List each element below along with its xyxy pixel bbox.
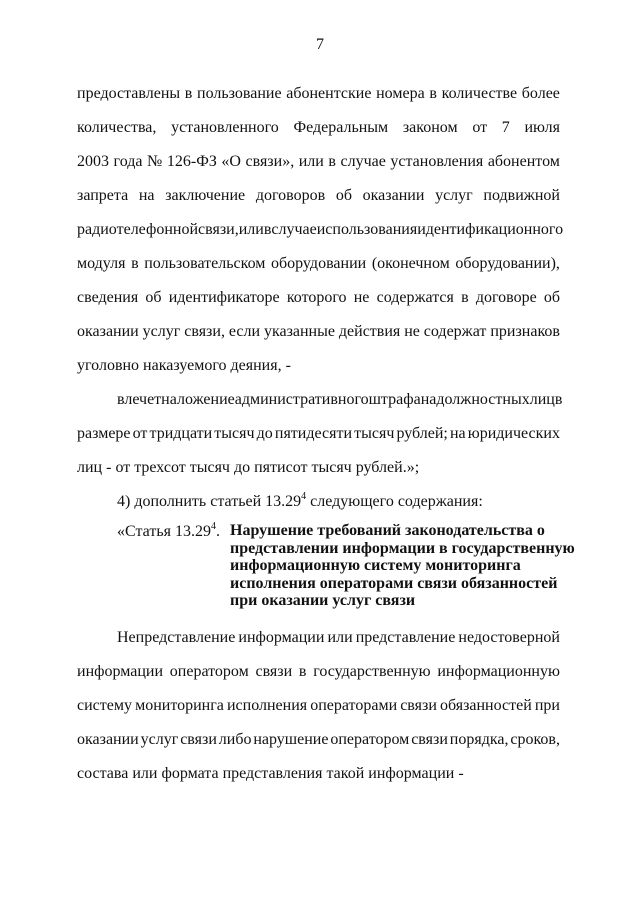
word: оказании bbox=[77, 731, 139, 748]
word: представление bbox=[355, 629, 456, 646]
article-label-text: «Статья 13.29 bbox=[117, 523, 211, 540]
word: от bbox=[472, 119, 488, 136]
word: исполнения bbox=[226, 697, 308, 714]
word: информации bbox=[238, 629, 325, 646]
paragraph1-line-3 bbox=[77, 152, 560, 172]
word: подвижной bbox=[483, 187, 560, 204]
paragraph4-line-2 bbox=[77, 662, 560, 682]
article-label-superscript: 4 bbox=[210, 521, 216, 532]
word: пользование bbox=[197, 85, 282, 102]
word: в bbox=[429, 85, 437, 102]
article-title-line-4: исполнения операторами связи обязанностей bbox=[230, 574, 558, 592]
word: договоров bbox=[255, 187, 326, 204]
word: количестве bbox=[441, 85, 518, 102]
word: признаков bbox=[490, 323, 560, 340]
word: идентификационного bbox=[417, 221, 564, 238]
word: обязанностей bbox=[439, 697, 532, 714]
word: в bbox=[263, 221, 272, 238]
word: № bbox=[147, 153, 163, 170]
word: установленного bbox=[171, 119, 279, 136]
word: не bbox=[353, 289, 370, 306]
word: законом bbox=[402, 119, 458, 136]
article-title-line-3: информационную систему мониторинга bbox=[230, 557, 521, 574]
word: в bbox=[298, 663, 307, 680]
word: на bbox=[449, 425, 466, 442]
word: связи, bbox=[198, 221, 239, 238]
paragraph3-line bbox=[117, 492, 560, 512]
word: размере bbox=[77, 425, 131, 442]
paragraph3-text-after: следующего содержания: bbox=[306, 493, 483, 510]
word: связи bbox=[255, 663, 293, 680]
word: абонентские bbox=[286, 85, 372, 102]
word: информации bbox=[77, 663, 164, 680]
word: количества, bbox=[77, 119, 157, 136]
paragraph4-last-line: состава или формата представления такой информации - bbox=[77, 765, 464, 782]
word: 126-ФЗ bbox=[166, 153, 217, 170]
word: должностных bbox=[436, 391, 530, 408]
word: юридических bbox=[467, 425, 560, 442]
word: абонентом bbox=[487, 153, 560, 170]
word: тысяч bbox=[354, 425, 395, 442]
paragraph1-line-8 bbox=[77, 322, 560, 342]
word: до bbox=[256, 425, 273, 442]
word: договоре bbox=[475, 289, 537, 306]
word: лиц bbox=[529, 391, 555, 408]
word: содержат bbox=[423, 323, 487, 340]
word: государственную bbox=[313, 663, 431, 680]
paragraph2-line-2 bbox=[77, 424, 560, 444]
word: оборудовании), bbox=[455, 255, 560, 272]
word: радиотелефонной bbox=[77, 221, 199, 238]
paragraph1-line-1 bbox=[77, 84, 560, 104]
word: заключение bbox=[165, 187, 246, 204]
word: использования bbox=[316, 221, 418, 238]
word: номера bbox=[376, 85, 425, 102]
paragraph1-line-2 bbox=[77, 118, 560, 138]
paragraph4-line-1 bbox=[117, 628, 560, 648]
word: услуг bbox=[140, 731, 179, 748]
word: недостоверной bbox=[458, 629, 560, 646]
word: наложение bbox=[161, 391, 235, 408]
word: влечет bbox=[117, 391, 162, 408]
word: связи, bbox=[184, 323, 225, 340]
paragraph4-line-4 bbox=[77, 730, 560, 750]
word: оборудовании bbox=[271, 255, 367, 272]
article-title-line-1: Нарушение требований законодательства о bbox=[230, 522, 545, 539]
word: или bbox=[298, 153, 324, 170]
word: оказании bbox=[77, 323, 139, 340]
word: об bbox=[335, 187, 352, 204]
page-number: 7 bbox=[316, 36, 324, 53]
word: в bbox=[461, 289, 469, 306]
article-title-line-5: при оказании услуг связи bbox=[230, 592, 416, 609]
word: либо bbox=[218, 731, 252, 748]
word: (оконечном bbox=[371, 255, 450, 272]
article-title-line-2: представлении информации в государственную bbox=[230, 539, 575, 557]
word: оператором bbox=[330, 731, 410, 748]
paragraph1-last-line: уголовно наказуемого деяния, - bbox=[77, 357, 291, 374]
word: пользовательском bbox=[144, 255, 266, 272]
word: от bbox=[132, 425, 148, 442]
paragraph1-line-4 bbox=[77, 186, 560, 206]
word: более bbox=[521, 85, 560, 102]
article-label bbox=[117, 522, 220, 542]
word: нарушение bbox=[253, 731, 329, 748]
paragraph1-line-7 bbox=[77, 288, 560, 308]
word: оказании bbox=[362, 187, 425, 204]
word: на bbox=[420, 391, 437, 408]
word: информационную bbox=[437, 663, 560, 680]
word: случае bbox=[340, 153, 386, 170]
word: июля bbox=[524, 119, 560, 136]
word: сроков, bbox=[510, 731, 560, 748]
word: связи bbox=[400, 697, 437, 714]
word: систему bbox=[77, 697, 132, 714]
word: услуг bbox=[142, 323, 181, 340]
word: операторами bbox=[310, 697, 398, 714]
article-title bbox=[230, 522, 575, 610]
word: модуля bbox=[77, 255, 126, 272]
word: Федеральным bbox=[293, 119, 389, 136]
paragraph1-line-5 bbox=[77, 220, 564, 240]
word: запрета bbox=[77, 187, 129, 204]
word: тысяч bbox=[214, 425, 255, 442]
word: указанные bbox=[263, 323, 335, 340]
word: не bbox=[404, 323, 420, 340]
word: в bbox=[554, 391, 563, 408]
word: или bbox=[327, 629, 353, 646]
word: сведения bbox=[77, 289, 139, 306]
word: в bbox=[328, 153, 336, 170]
word: административного bbox=[234, 391, 369, 408]
word: установления bbox=[390, 153, 484, 170]
word: оператором bbox=[169, 663, 249, 680]
word: случае bbox=[271, 221, 317, 238]
word: года bbox=[113, 153, 143, 170]
word: идентификаторе bbox=[168, 289, 280, 306]
word: мониторинга bbox=[135, 697, 224, 714]
word: 2003 bbox=[77, 153, 109, 170]
word: связи», bbox=[245, 153, 295, 170]
word: Непредставление bbox=[117, 629, 236, 646]
word: пятидесяти bbox=[274, 425, 353, 442]
paragraph2-last-line: лиц - от трехсот тысяч до пятисот тысяч рублей.»; bbox=[77, 459, 420, 476]
word: рублей; bbox=[396, 425, 448, 442]
word: порядка, bbox=[449, 731, 509, 748]
word: связи bbox=[411, 731, 448, 748]
word: услуг bbox=[435, 187, 473, 204]
word: об bbox=[145, 289, 162, 306]
paragraph1-line-6 bbox=[77, 254, 560, 274]
word: в bbox=[131, 255, 139, 272]
word: об bbox=[543, 289, 560, 306]
paragraph4-line-3 bbox=[77, 696, 560, 716]
word: если bbox=[228, 323, 261, 340]
word: в bbox=[184, 85, 193, 102]
word: на bbox=[138, 187, 155, 204]
article-label-dot: . bbox=[215, 523, 220, 540]
word: содержатся bbox=[376, 289, 454, 306]
word: 7 bbox=[501, 119, 510, 136]
word: связи bbox=[180, 731, 217, 748]
word: «О bbox=[221, 153, 241, 170]
paragraph2-line-1 bbox=[117, 390, 563, 410]
word: которого bbox=[286, 289, 347, 306]
paragraph3-text-before: 4) дополнить статьей 13.29 bbox=[117, 493, 302, 510]
word: штрафа bbox=[368, 391, 421, 408]
word: тридцати bbox=[149, 425, 213, 442]
word: при bbox=[534, 697, 560, 714]
paragraph3-superscript: 4 bbox=[301, 491, 307, 502]
word: предоставлены bbox=[77, 85, 181, 102]
word: или bbox=[238, 221, 264, 238]
word: действия bbox=[338, 323, 401, 340]
